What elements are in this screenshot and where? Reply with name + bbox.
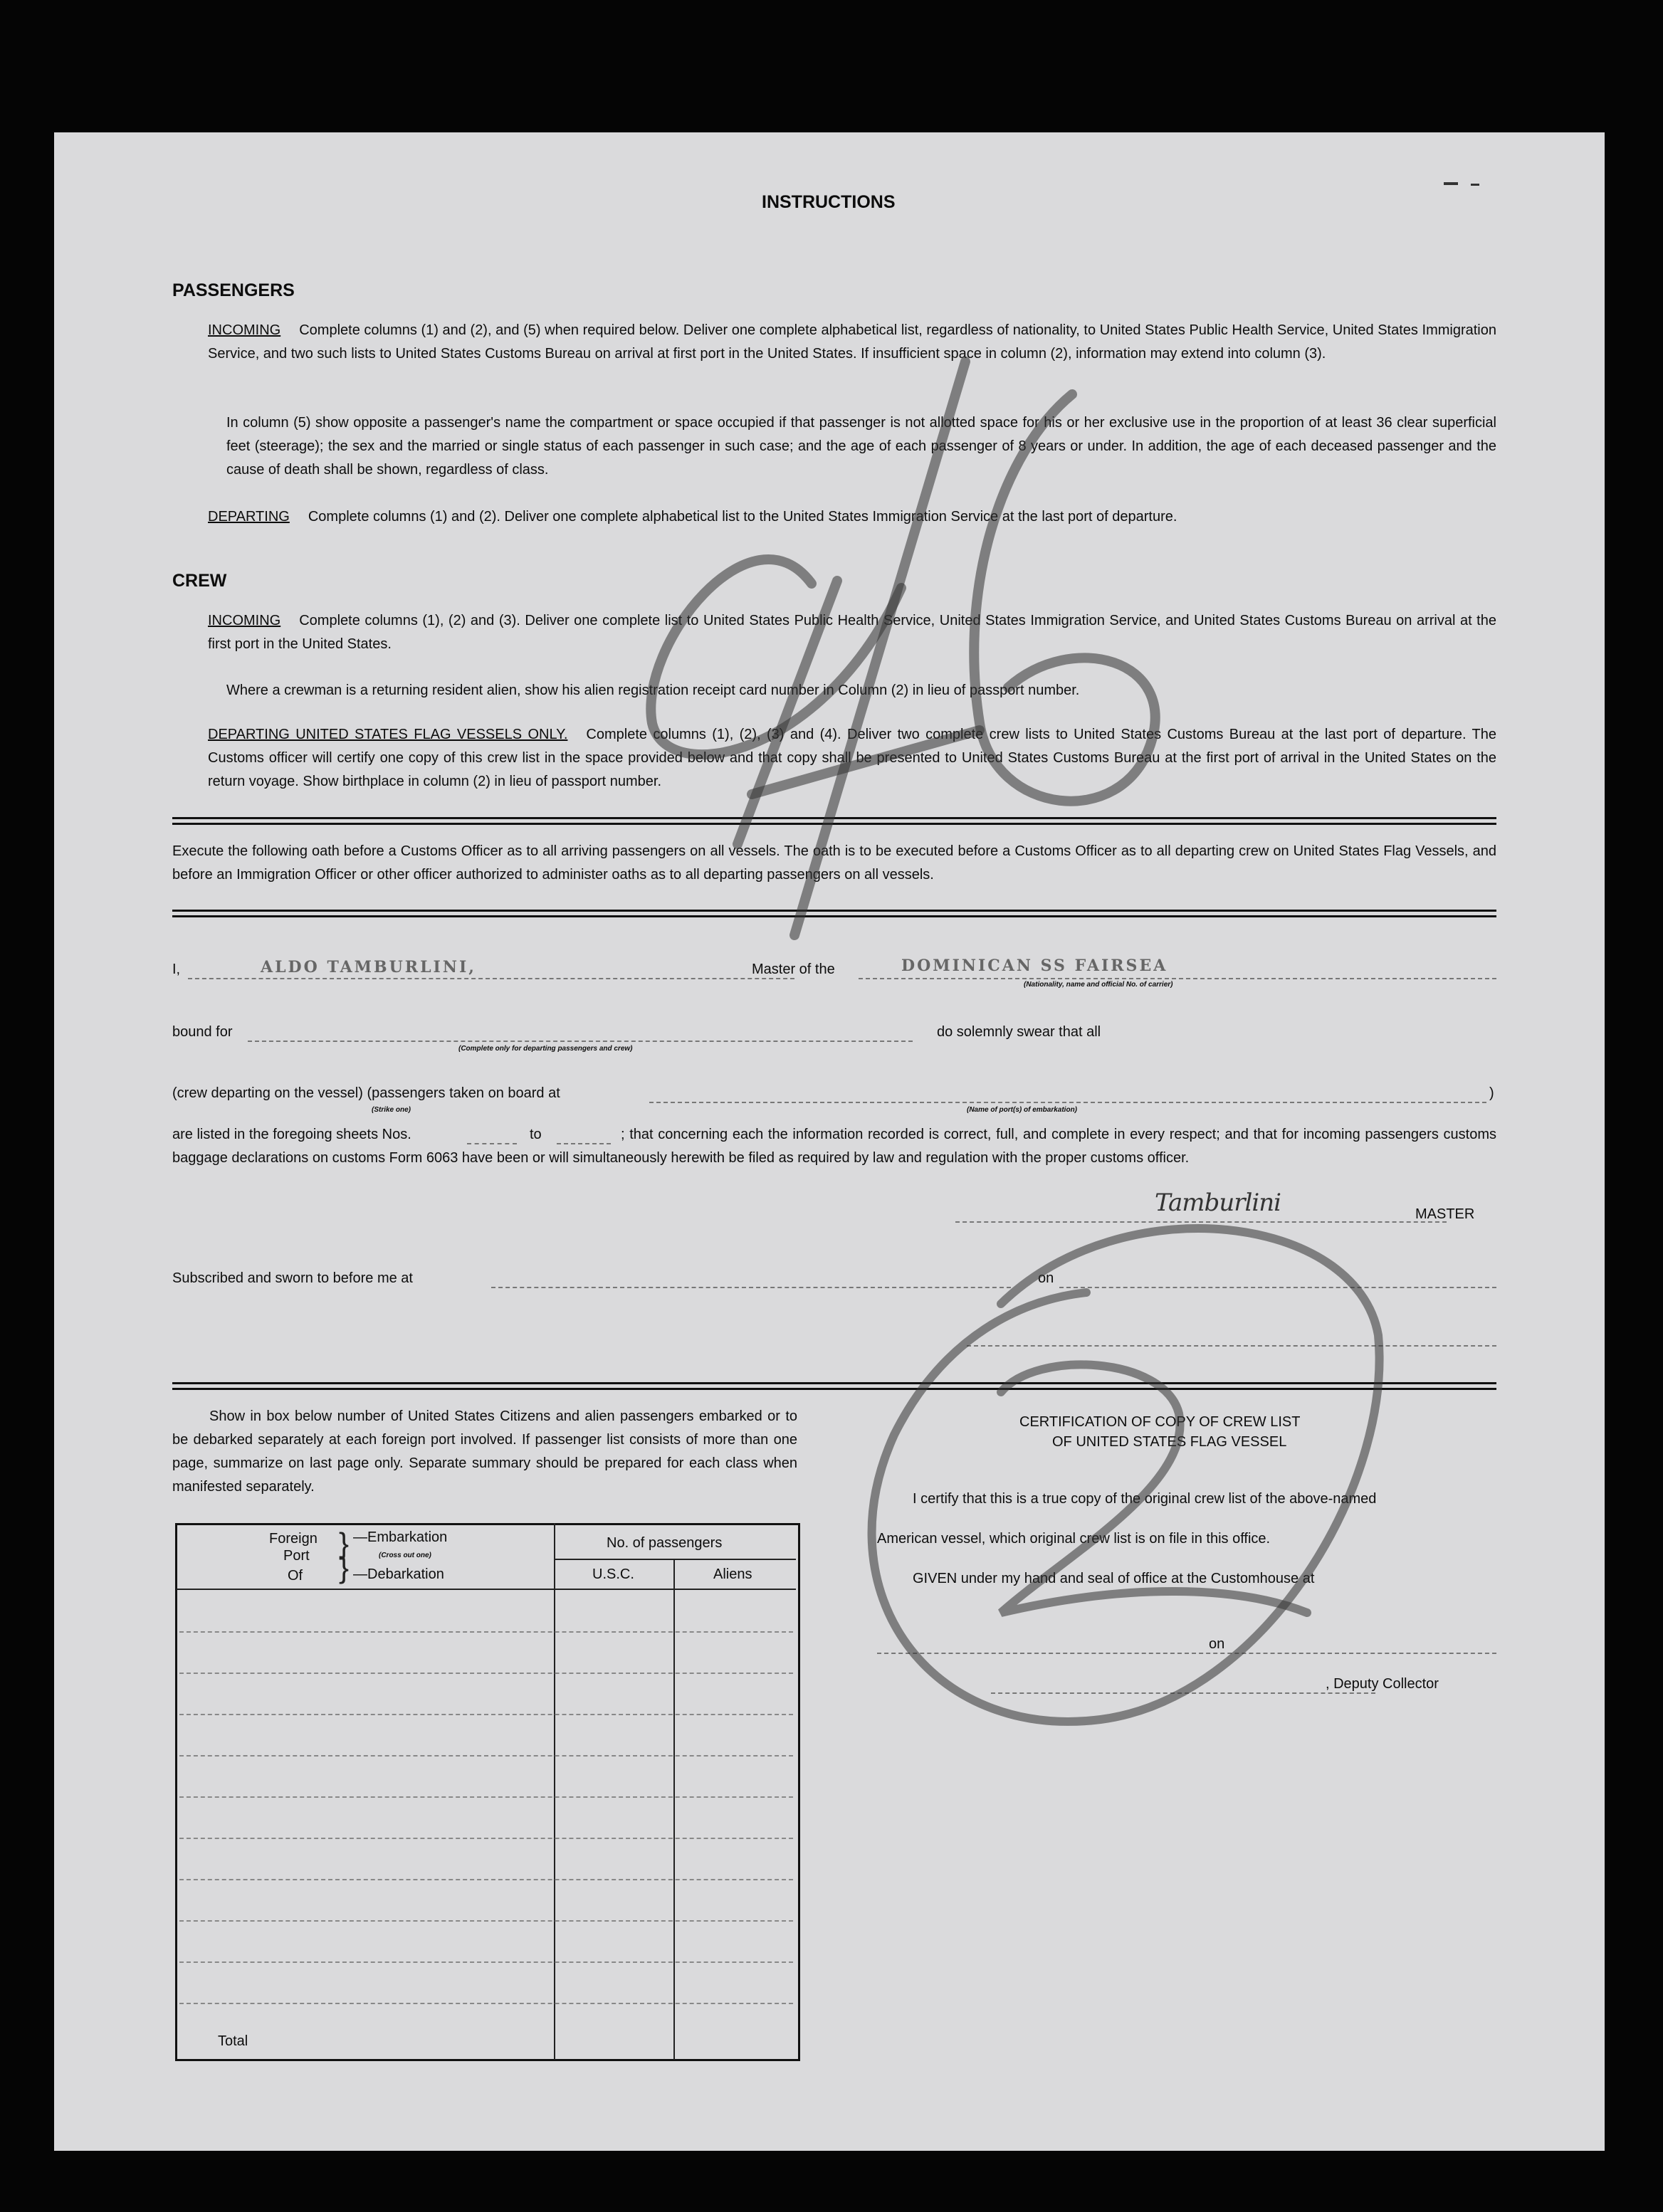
crew-departing-label: DEPARTING UNITED STATES FLAG VESSELS ONLY.	[208, 727, 568, 742]
sworn-place-field[interactable]	[491, 1287, 1011, 1288]
cert-title-1: CERTIFICATION OF COPY OF CREW LIST	[1019, 1414, 1301, 1430]
bound-for-field[interactable]	[248, 1041, 913, 1042]
crew-incoming-paragraph	[208, 609, 1496, 656]
to-label: to	[530, 1127, 542, 1142]
table-row[interactable]	[179, 1714, 793, 1715]
swear-label: do solemnly swear that all	[937, 1024, 1101, 1040]
vessel-caption: (Nationality, name and official No. of carrier)	[1024, 981, 1173, 989]
table-port: Port	[283, 1548, 310, 1564]
oath-i-label: I,	[172, 962, 181, 977]
table-divider-port	[554, 1523, 555, 2060]
passengers-departing-label: DEPARTING	[208, 509, 290, 525]
cert-text-1: I certify that this is a true copy of the original crew list of the above-named	[913, 1491, 1377, 1507]
master-name-value: ALDO TAMBURLINI,	[261, 958, 476, 976]
ports-caption: (Name of port(s) of embarkation)	[967, 1106, 1078, 1114]
listed-label: are listed in the foregoing sheets Nos.	[172, 1127, 411, 1142]
instructions-heading: INSTRUCTIONS	[762, 192, 896, 212]
table-divider-counts	[673, 1559, 675, 2060]
vessel-value: DOMINICAN SS FAIRSEA	[901, 957, 1168, 975]
sworn-officer-field[interactable]	[967, 1345, 1496, 1347]
summary-instruction: Show in box below number of United States Citizens and alien passengers embarked or to be debarked separately at each foreign port involved. If passenger list consists of more than one page, summarize on last page only. Separate summary should be prepared for each class when manifested separately.	[172, 1408, 797, 1495]
deputy-collector-label: , Deputy Collector	[1326, 1676, 1439, 1692]
brace-icon-bottom: }	[339, 1551, 350, 1584]
master-of-label: Master of the	[752, 962, 835, 977]
table-row[interactable]	[179, 1879, 793, 1880]
divider-rule-2a	[172, 910, 1496, 912]
table-header-line	[177, 1589, 796, 1590]
master-signature-line[interactable]	[955, 1221, 1447, 1223]
crew-incoming-text: Complete columns (1), (2) and (3). Deliver one complete list to United States Public Health Service, United States Immigration Service, and United States Customs Bureau on arrival at the first port in the United States.	[208, 613, 1496, 652]
table-total: Total	[218, 2033, 248, 2049]
strike-caption: (Strike one)	[372, 1106, 411, 1114]
table-row[interactable]	[179, 1961, 793, 1963]
crayon-circled-two-icon	[872, 1228, 1380, 1722]
bound-caption: (Complete only for departing passengers and crew)	[458, 1045, 633, 1053]
sworn-date-field[interactable]	[1059, 1287, 1496, 1288]
vessel-field[interactable]	[859, 978, 1496, 979]
table-row[interactable]	[179, 1631, 793, 1633]
table-row[interactable]	[179, 1673, 793, 1674]
passengers-incoming-label: INCOMING	[208, 322, 281, 338]
corner-marks	[1444, 182, 1458, 185]
corner-mark-2	[1471, 184, 1479, 186]
brace-icon-top: }	[339, 1527, 350, 1560]
deputy-collector-field[interactable]	[991, 1692, 1375, 1694]
passengers-column5-paragraph: In column (5) show opposite a passenger's name the compartment or space occupied if that passenger is not allotted space for his or her exclusive use in the proportion of at least 36 clear superficial feet (steerage); the sex and the married or single status of each passenger in such case; and the age of each passenger of 8 years or under. In addition, the age of each deceased passenger and the cause of death shall be shown, regardless of class.	[226, 415, 1496, 478]
table-no-passengers: No. of passengers	[607, 1535, 723, 1551]
divider-rule-3a	[172, 1382, 1496, 1384]
sworn-on-label: on	[1038, 1270, 1054, 1286]
listed-rest: ; that concerning each the information recorded is correct, full, and complete in every respect; and that for incoming passengers customs baggage declarations on customs Form 6063 have been or will simultaneously herewith be filed as required by law and regulation with the proper customs officer.	[172, 1127, 1496, 1166]
table-row[interactable]	[179, 1755, 793, 1757]
divider-rule-2b	[172, 915, 1496, 917]
passengers-incoming-text: Complete columns (1) and (2), and (5) when required below. Deliver one complete alphabetical list, regardless of nationality, to United States Public Health Service, United States Immigration Service, and two such lists to United States Customs Bureau on arrival at first port in the United States. If insufficient space in column (2), information may extend into column (3).	[208, 322, 1496, 362]
table-of: Of	[288, 1568, 303, 1584]
cert-title-2: OF UNITED STATES FLAG VESSEL	[1052, 1434, 1287, 1450]
passengers-departing-text: Complete columns (1) and (2). Deliver one complete alphabetical list to the United States Immigration Service at the last port of departure.	[308, 509, 1177, 525]
passengers-incoming-paragraph	[208, 319, 1496, 366]
crew-departing-paragraph	[208, 723, 1496, 794]
table-aliens: Aliens	[713, 1566, 752, 1582]
table-subheader-line	[555, 1559, 796, 1560]
table-row[interactable]	[179, 1796, 793, 1798]
table-row[interactable]	[179, 2003, 793, 2004]
form-page	[54, 132, 1605, 2151]
close-paren: )	[1489, 1085, 1494, 1101]
crew-departing-text: Complete columns (1), (2), (3) and (4). Deliver two complete crew lists to United States Customs Bureau at the last port of departure. The Customs officer will certify one copy of this crew list in the space provided below and that copy shall be presented to United States Customs Bureau at the first port of arrival in the United States on the return voyage. Show birthplace in column (2) in lieu of passport number.	[208, 727, 1496, 789]
crew-heading: CREW	[172, 571, 227, 591]
crew-departing-label: (crew departing on the vessel) (passengers taken on board at	[172, 1085, 560, 1101]
master-name-field[interactable]	[188, 978, 794, 979]
cert-customhouse-field[interactable]	[877, 1653, 1496, 1654]
embarkation-ports-field[interactable]	[649, 1102, 1486, 1103]
passengers-heading: PASSENGERS	[172, 280, 295, 300]
table-debarkation[interactable]: —Debarkation	[353, 1566, 444, 1582]
passengers-departing-paragraph	[208, 505, 1496, 529]
bound-for-label: bound for	[172, 1024, 233, 1040]
cert-on-label: on	[1209, 1636, 1225, 1652]
master-label: MASTER	[1415, 1206, 1475, 1222]
table-foreign: Foreign	[269, 1531, 318, 1547]
crew-incoming-label: INCOMING	[208, 613, 281, 628]
table-embarkation[interactable]: —Embarkation	[353, 1529, 448, 1545]
divider-rule-3b	[172, 1388, 1496, 1390]
subscribed-label: Subscribed and sworn to before me at	[172, 1270, 413, 1286]
summary-table	[175, 1523, 800, 2061]
divider-rule-1a	[172, 817, 1496, 819]
table-cross-out: (Cross out one)	[379, 1552, 431, 1559]
cert-text-2: American vessel, which original crew list is on file in this office.	[877, 1531, 1271, 1547]
divider-rule-1b	[172, 823, 1496, 825]
cert-given: GIVEN under my hand and seal of office at the Customhouse at	[913, 1571, 1315, 1586]
crew-resident-paragraph: Where a crewman is a returning resident alien, show his alien registration receipt card number in Column (2) in lieu of passport number.	[226, 683, 1080, 698]
table-row[interactable]	[179, 1838, 793, 1839]
master-signature: Tamburlini	[1155, 1189, 1281, 1217]
oath-intro: Execute the following oath before a Customs Officer as to all arriving passengers on all vessels. The oath is to be executed before a Customs Officer as to all departing crew on United States Flag Vessels, and before an Immigration Officer or other officer authorized to administer oaths as to all departing passengers on all vessels.	[172, 843, 1496, 883]
table-row[interactable]	[179, 1920, 793, 1922]
table-usc: U.S.C.	[592, 1566, 634, 1582]
